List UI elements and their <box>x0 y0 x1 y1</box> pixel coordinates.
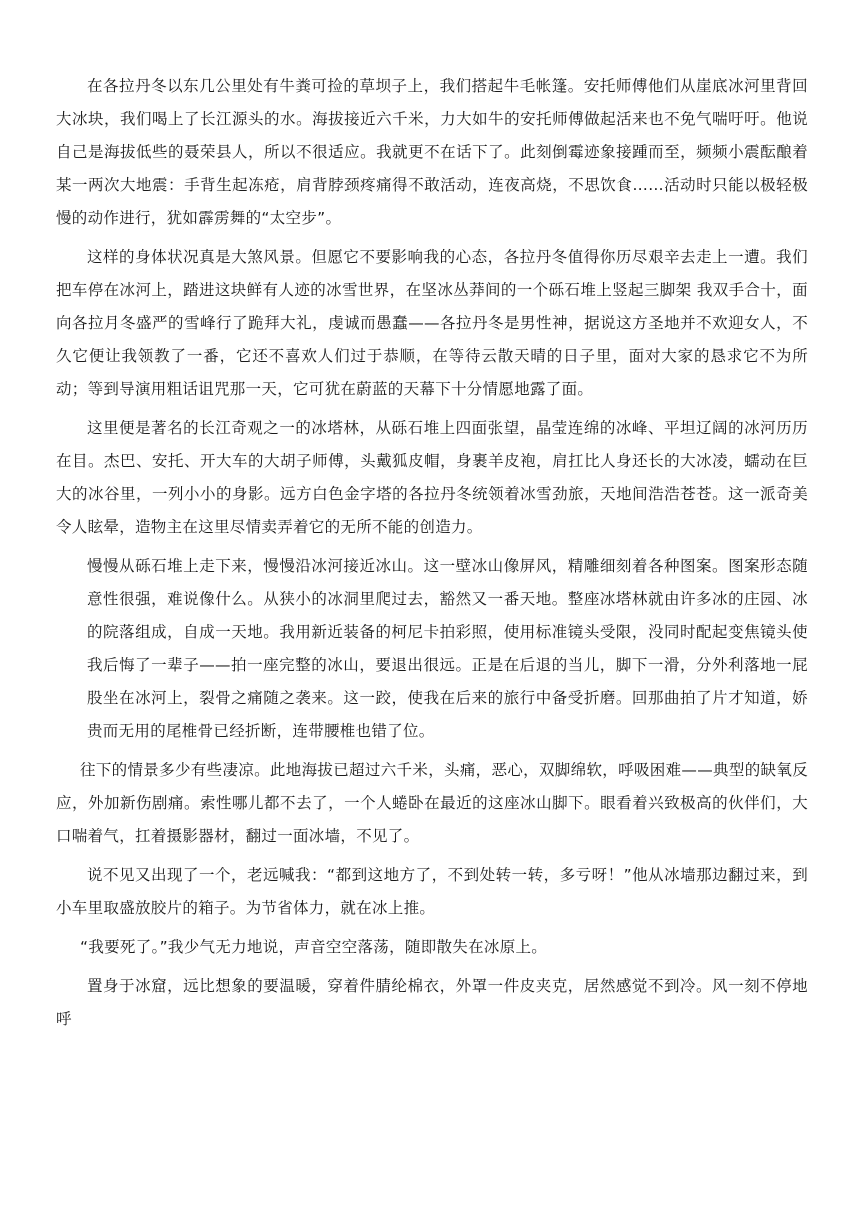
paragraph-1: 在各拉丹冬以东几公里处有牛粪可捡的草坝子上，我们搭起牛毛帐篷。安托师傅他们从崖底冰河里背回大冰块，我们喝上了长江源头的水。海拔接近六千米，力大如牛的安托师傅做起活来也不免气喘吁吁。他说自己是海拔低些的聂荣县人，所以不很适应。我就更不在话下了。此刻倒霉迹象接踵而至，频频小震酝酿着某一两次大地震：手背生起冻疮，肩背脖颈疼痛得不敢活动，连夜高烧，不思饮食……活动时只能以极轻极慢的动作进行，犹如霹雳舞的“太空步”。 <box>56 77 808 227</box>
paragraph-4: 慢慢从砾石堆上走下来，慢慢沿冰河接近冰山。这一壁冰山像屏风，精雕细刻着各种图案。图案形态随意性很强，难说像什么。从狭小的冰洞里爬过去，豁然又一番天地。整座冰塔林就由许多冰的庄园、冰的院落组成，自成一天地。我用新近装备的柯尼卡拍彩照，使用标准镜头受限，没同时配起变焦镜头使我后悔了一辈子——拍一座完整的冰山，要退出很远。正是在后退的当儿，脚下一滑，分外利落地一屁股坐在冰河上，裂骨之痛随之袭来。这一跤，使我在后来的旅行中备受折磨。回那曲拍了片才知道，娇贵而无用的尾椎骨已经折断，连带腰椎也错了位。 <box>87 557 808 740</box>
paragraph-8: 置身于冰窟，远比想象的要温暖，穿着件腈纶棉衣，外罩一件皮夹克，居然感觉不到冷。风一刻不停地呼 <box>56 977 808 1028</box>
document-page <box>56 70 808 1036</box>
paragraph-3: 这里便是著名的长江奇观之一的冰塔林，从砾石堆上四面张望，晶莹连绵的冰峰、平坦辽阔的冰河历历在目。杰巴、安托、开大车的大胡子师傅，头戴狐皮帽，身裹羊皮袍，肩扛比人身还长的大冰凌，蠕动在巨大的冰谷里，一列小小的身影。远方白色金字塔的各拉丹冬统领着冰雪劲旅，天地间浩浩苍苍。这一派奇美令人眩晕，造物主在这里尽情卖弄着它的无所不能的创造力。 <box>56 419 808 536</box>
paragraph-7: “我要死了。”我少气无力地说，声音空空落荡，随即散失在冰原上。 <box>80 938 548 956</box>
paragraph-5: 往下的情景多少有些凄凉。此地海拔已超过六千米，头痛，恶心，双脚绵软，呼吸困难——典型的缺氧反应，外加新伤剧痛。索性哪儿都不去了，一个人蜷卧在最近的这座冰山脚下。眼看着兴致极高的伙伴们，大口喘着气，扛着摄影器材，翻过一面冰墙，不见了。 <box>56 761 808 845</box>
paragraph-6: 说不见又出现了一个，老远喊我：“都到这地方了，不到处转一转，多亏呀！”他从冰墙那边翻过来，到小车里取盛放胶片的箱子。为节省体力，就在冰上推。 <box>56 866 808 917</box>
paragraph-2: 这样的身体状况真是大煞风景。但愿它不要影响我的心态，各拉丹冬值得你历尽艰辛去走上一遭。我们把车停在冰河上，踏进这块鲜有人迹的冰雪世界，在坚冰丛莽间的一个砾石堆上竖起三脚架 我双手合十，面向各拉月冬盛严的雪峰行了跪拜大礼，虔诚而愚蠢——各拉丹冬是男性神，据说这方圣地并不欢迎女人，不久它便让我领教了一番，它还不喜欢人们过于恭顺，在等待云散天晴的日子里，面对大家的恳求它不为所动；等到导演用粗话诅咒那一天，它可犹在蔚蓝的天幕下十分情愿地露了面。 <box>56 248 808 398</box>
